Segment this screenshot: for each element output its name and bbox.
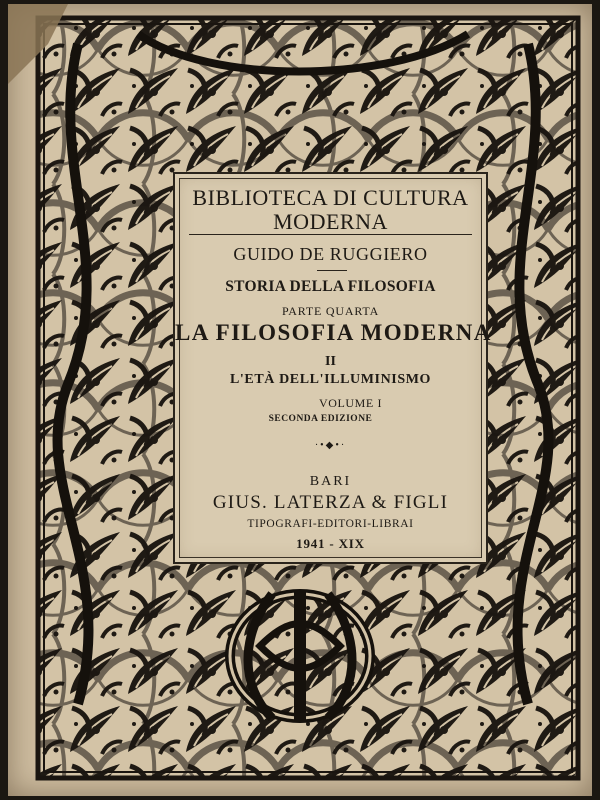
part-title: LA FILOSOFIA MODERNA	[175, 320, 492, 345]
divider	[189, 234, 472, 235]
city: BARI	[309, 474, 352, 489]
interlaced-monogram-icon	[230, 590, 370, 722]
title-panel	[173, 172, 492, 564]
edition-label: SECONDA EDIZIONE	[268, 414, 373, 424]
series-title-line-2: MODERNA	[273, 209, 388, 234]
publication-year: 1941 - XIX	[296, 536, 365, 551]
book-cover	[8, 4, 592, 796]
short-divider	[317, 270, 347, 271]
publisher: GIUS. LATERZA & FIGLI	[212, 492, 449, 513]
series-title	[175, 186, 486, 234]
author-name: GUIDO DE RUGGIERO	[233, 244, 428, 264]
trade-description: TIPOGRAFI-EDITORI-LIBRAI	[247, 518, 414, 530]
volume-label: VOLUME I	[318, 396, 383, 410]
part-label: PARTE QUARTA	[281, 304, 380, 318]
series-title-line-1: BIBLIOTECA DI CULTURA	[192, 185, 469, 210]
roman-numeral: II	[325, 354, 336, 369]
subtitle: L'ETÀ DELL'ILLUMINISMO	[229, 372, 432, 387]
work-title: STORIA DELLA FILOSOFIA	[225, 278, 436, 295]
dot-ornament-icon: ·•◆•·	[314, 440, 347, 451]
